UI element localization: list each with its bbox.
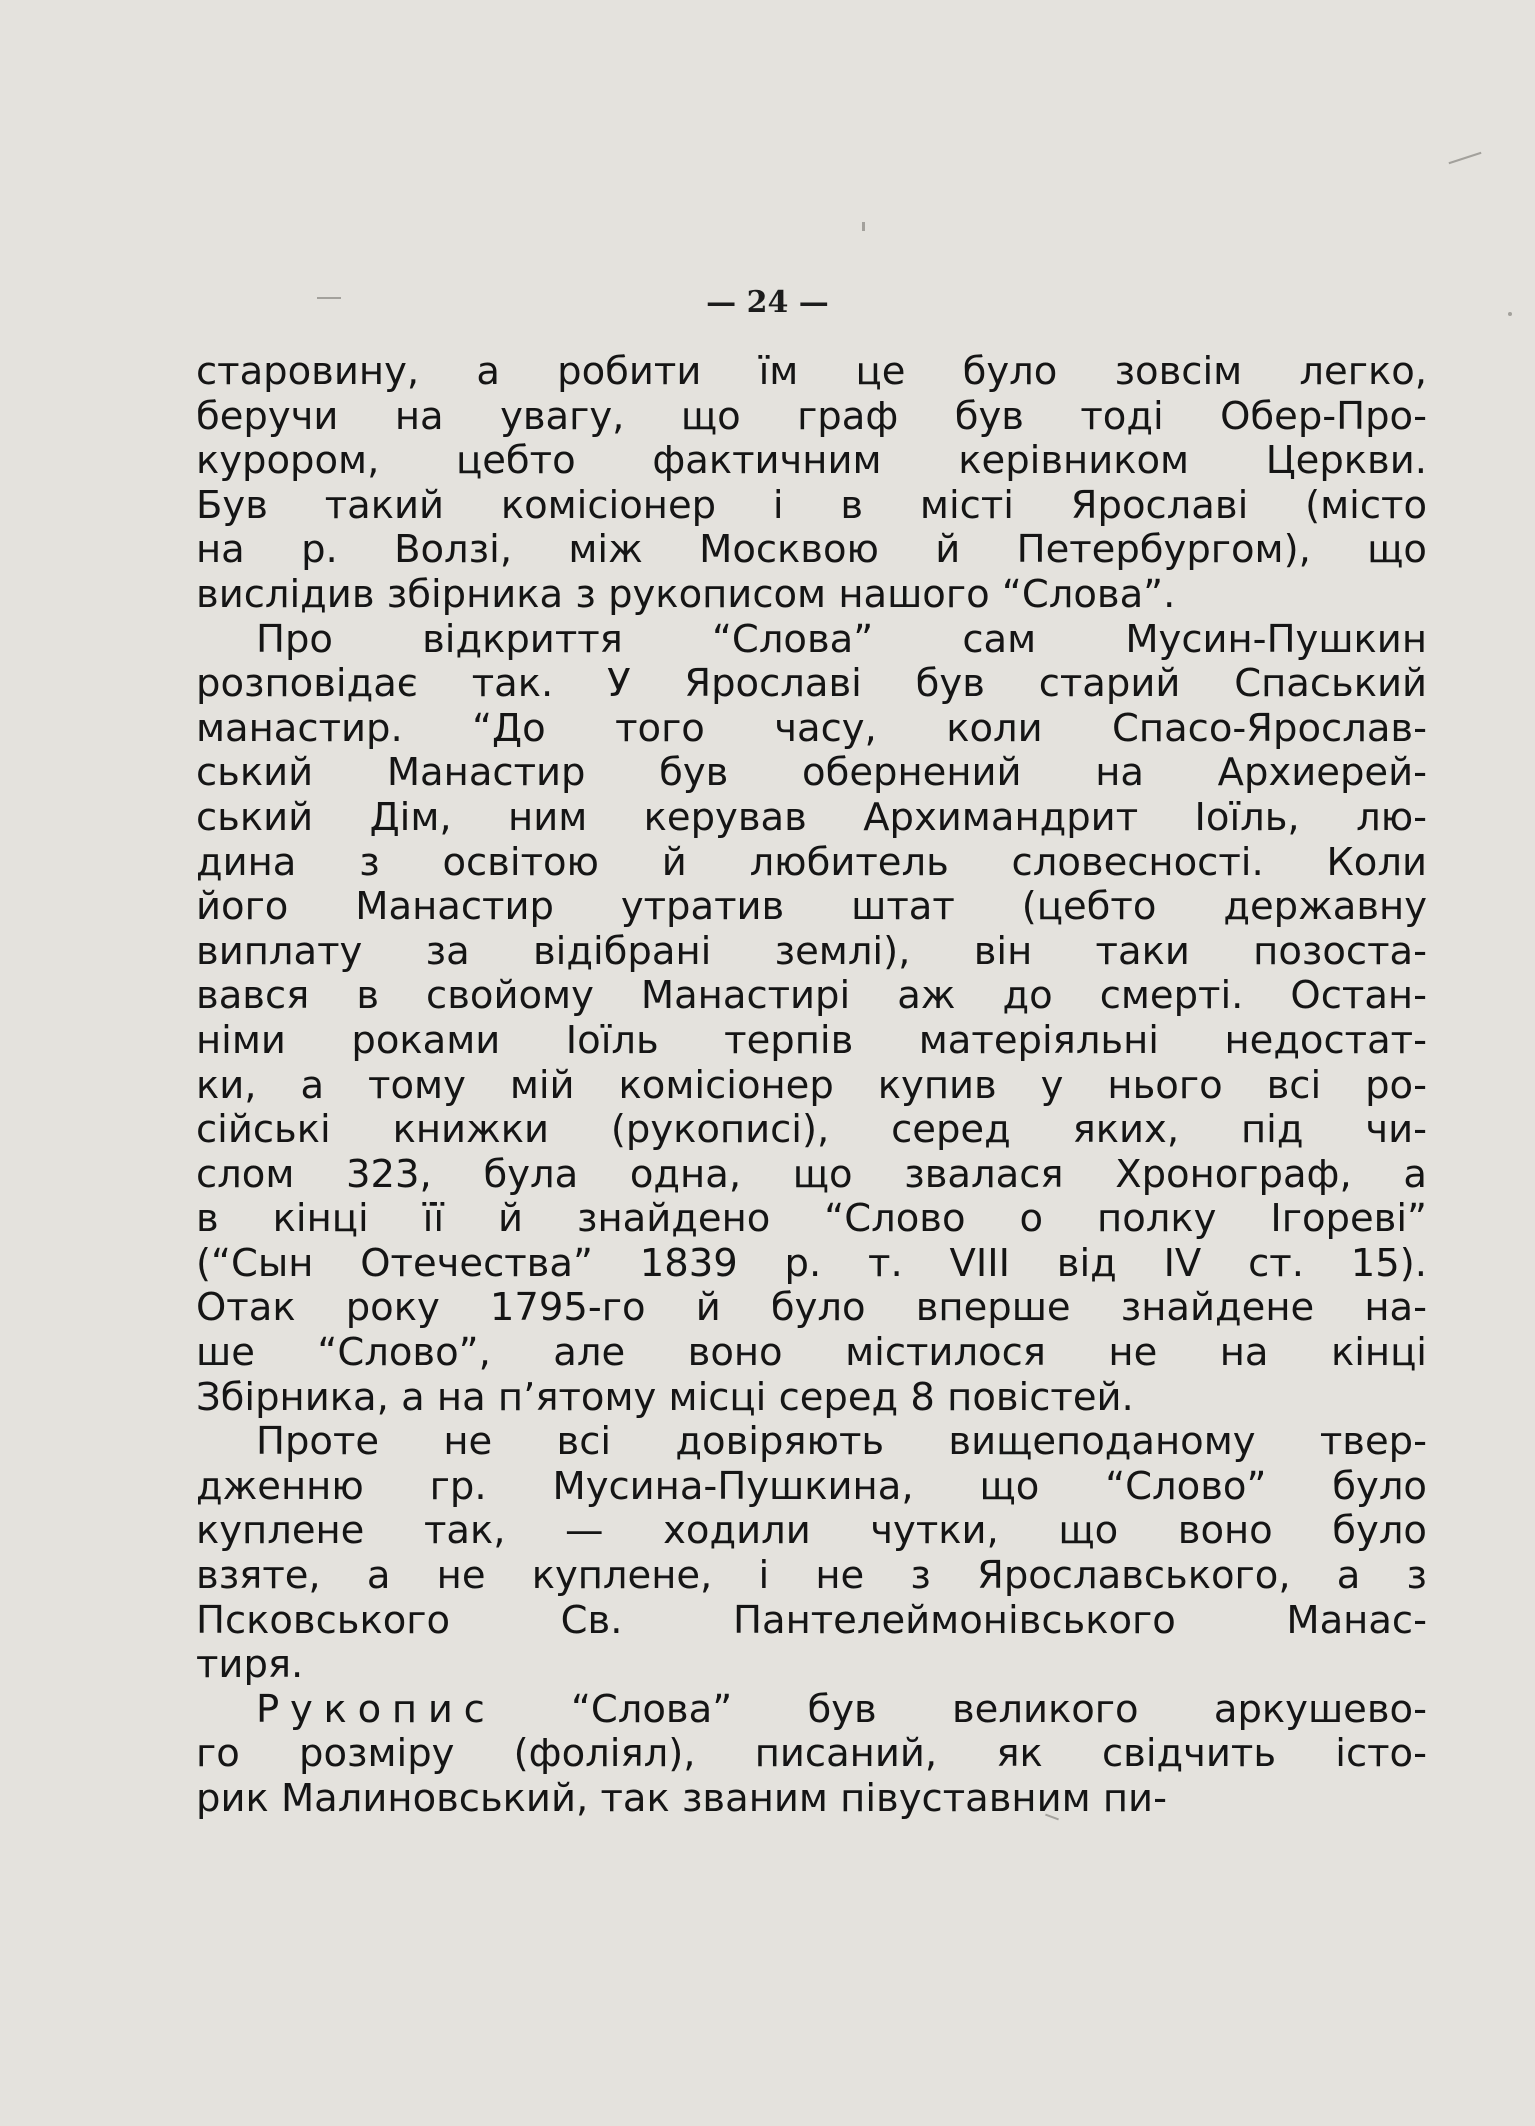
scan-speck [1449,152,1482,164]
body-text [196,350,1427,1822]
text-line: куплене так, — ходили чутки, що воно було [196,1508,1427,1554]
text-line: дина з освітою й любитель словесності. Коли [196,839,1427,885]
text-line: вався в свойому Манастирі аж до смерті. Остан- [196,973,1427,1019]
text-line: ський Манастир був обернений на Архиерей- [196,750,1427,796]
text-line: німи роками Іоїль терпів матеріяльні недостат- [196,1017,1427,1063]
text-line: Проте не всі довіряють вищеподаному твер- [256,1419,1427,1465]
text-line: сійські книжки (рукописі), серед яких, під чи- [196,1107,1427,1153]
text-line: вислідив збірника з рукописом нашого “Слова”. [196,571,1176,617]
text-line: ський Дім, ним керував Архимандрит Іоїль, лю- [196,794,1427,840]
text-line: в кінці її й знайдено “Слово о полку Ігореві” [196,1196,1427,1242]
paragraph [196,618,1427,1421]
text-line: Отак року 1795-го й було вперше знайдене на- [196,1285,1427,1331]
text-line: старовину, а робити їм це було зовсім легко, [196,349,1427,394]
text-line: слом 323, була одна, що звалася Хронограф, а [196,1151,1427,1197]
text-line: Про відкриття “Слова” сам Мусин-Пушкин [256,616,1427,662]
text-line: на р. Волзі, між Москвою й Петербургом), що [196,527,1427,573]
text-line: беручи на увагу, що граф був тоді Обер-Про- [196,393,1427,439]
paragraph [196,1420,1427,1688]
text-line: манастир. “До того часу, коли Спасо-Ярослав- [196,705,1427,751]
text-line: його Манастир утратив штат (цебто державну [196,884,1427,930]
text-line: розповідає так. У Ярославі був старий Спаський [196,661,1427,707]
spaced-lead-word: Рукопис [256,1686,496,1732]
text-line: виплату за відібрані землі), він таки позоста- [196,928,1427,974]
text-line: го розміру (фоліял), писаний, як свідчить істо- [196,1731,1427,1777]
text-line: рик Малиновський, так званим півуставним пи- [196,1776,1167,1821]
text-line: ше “Слово”, але воно містилося не на кінці [196,1330,1427,1376]
text-line: дженню гр. Мусина-Пушкина, що “Слово” було [196,1463,1427,1509]
text-line: Збірника, а на п’ятому місці серед 8 повістей. [196,1374,1134,1420]
page-number: — 24 — [706,285,829,320]
text-line: взяте, а не куплене, і не з Ярославського, а з [196,1553,1427,1599]
paragraph [196,350,1427,618]
text-line: (“Сын Отечества” 1839 р. т. VIII від IV ст. 15). [196,1240,1427,1286]
text-line: курором, цебто фактичним керівником Церкви. [196,438,1427,484]
text-line: тиря. [196,1642,304,1688]
text-line: ки, а тому мій комісіонер купив у нього всі ро- [196,1062,1427,1108]
text-line: Був такий комісіонер і в місті Ярославі (місто [196,482,1427,528]
text-line: Рукопис “Слова” був великого аркушево- [256,1686,1427,1732]
text-line: Псковського Св. Пантелеймонівського Манас- [196,1597,1427,1643]
paragraph [196,1688,1427,1822]
scan-speck [862,222,865,231]
